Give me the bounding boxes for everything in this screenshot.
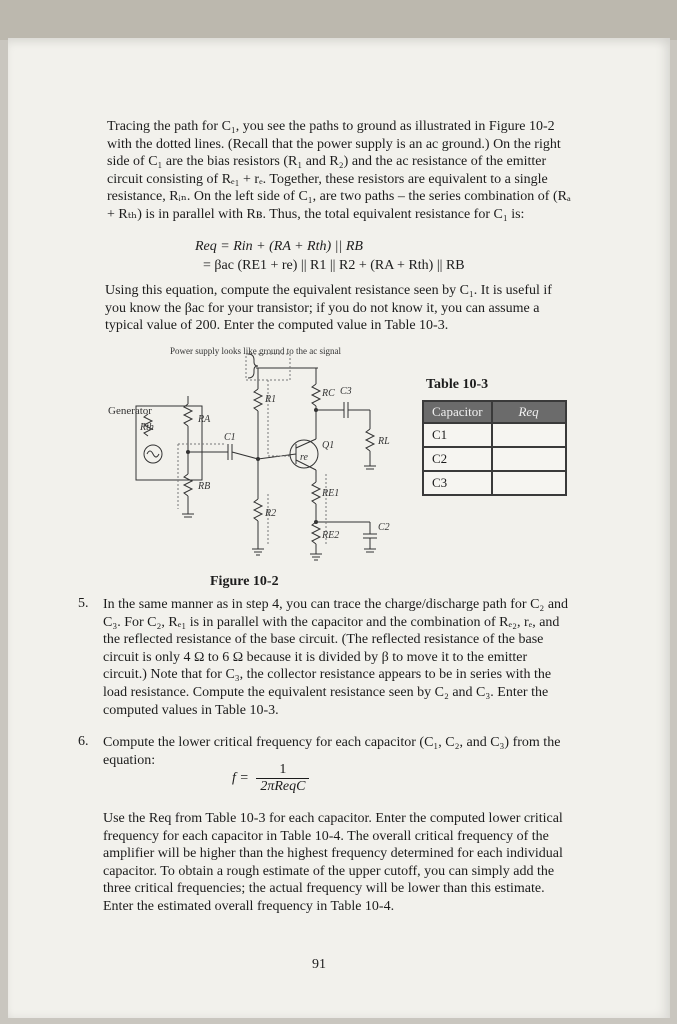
generator-label: Generator	[108, 405, 152, 417]
label-c1: C1	[224, 432, 236, 443]
step-6-text: Compute the lower critical frequency for each capacitor (C₁, C₂, and C₃) from the equation:	[103, 735, 561, 768]
table-header-capacitor: Capacitor	[423, 401, 492, 423]
label-rl: RL	[378, 436, 390, 447]
equation-req-line1: Req = Rin + (RA + Rth) || RB	[195, 239, 363, 254]
step-5-text: In the same manner as in step 4, you can trace the charge/discharge path for C₂ and C₃. For C₂, Rₑ₁ is in parallel with the capacitor and the combination of Rₑ₂, rₑ, and the reflected resistance of the base circuit. (The reflected resistance of the base circuit is only 4 Ω to 6 Ω because it is divided by β to move it to the emitter circuit.) Note that for C₃, the collector resistance appears to be in series with the load resistance. Compute the equivalent resistance seen by C₂ and C₃. Enter the computed values in Table 10-3.	[103, 597, 569, 718]
label-rc: RC	[322, 388, 335, 399]
table-row	[423, 423, 566, 447]
label-re: re	[300, 452, 308, 463]
label-q1: Q1	[322, 440, 335, 451]
formula-numerator: 1	[256, 762, 309, 779]
figure-caption: Figure 10-2	[210, 574, 279, 589]
table-cell-c3: C3	[423, 471, 492, 495]
table-cell-c2: C2	[423, 447, 492, 471]
step-6-number: 6.	[78, 734, 89, 749]
table-row	[423, 471, 566, 495]
label-re2: RE2	[322, 530, 340, 541]
table-header-req: Req	[492, 401, 566, 423]
equation-req-line2: = βac (RE1 + re) || R1 || R2 + (RA + Rth) || RB	[203, 258, 465, 273]
formula-lhs: f =	[232, 770, 249, 786]
figure-note	[170, 346, 341, 356]
page-number: 91	[312, 957, 326, 972]
label-ra: RA	[198, 414, 211, 425]
table-10-3	[422, 400, 567, 496]
formula-denominator: 2πReqC	[260, 779, 306, 794]
label-c3: C3	[340, 386, 352, 397]
label-c2: C2	[378, 522, 390, 533]
circuit-diagram	[108, 344, 408, 572]
label-re1: RE1	[322, 488, 340, 499]
table-cell-empty[interactable]	[492, 447, 566, 471]
step-5-number: 5.	[78, 596, 89, 611]
scan-background	[0, 0, 677, 40]
step-6-text-continued: Use the Req from Table 10-3 for each capacitor. Enter the computed lower critical frequency for each capacitor in Table 10-4. The overall critical frequency of the amplifier will be higher than the highest frequency determined for each individual capacitor. To obtain a rough estimate of the upper cutoff, you can simply add the three critical frequencies; the actual frequency will be lower than this estimate. Enter the estimated overall frequency in Table 10-4.	[103, 811, 563, 914]
label-rth: Rth	[140, 422, 154, 433]
formula-fraction	[256, 762, 309, 795]
label-r1: R1	[265, 394, 277, 405]
label-rb: RB	[198, 481, 211, 492]
table-cell-c1: C1	[423, 423, 492, 447]
table-title: Table 10-3	[426, 377, 489, 392]
paragraph-trace-c1: Tracing the path for C₁, you see the paths to ground as illustrated in Figure 10-2 with the dotted lines. (Recall that the power supply is an ac ground.) On the right side of C₁ are the bias resistors (R₁ and R₂) and the ac resistance of the emitter circuit consisting of Rₑ₁ + rₑ. Together, these resistors are equivalent to a single resistance, Rᵢₙ. On the left side of C₁, are two paths – the series combination of (Rₐ + Rₜₕ) is in parallel with Rʙ. Thus, the total equivalent resistance for C₁ is:	[107, 119, 571, 222]
cutoff-formula	[232, 762, 309, 795]
table-cell-empty[interactable]	[492, 471, 566, 495]
figure-note-text: Power supply looks like ground to the ac signal	[170, 346, 341, 356]
table-cell-empty[interactable]	[492, 423, 566, 447]
label-r2: R2	[265, 508, 277, 519]
paragraph-compute-req: Using this equation, compute the equivalent resistance seen by C₁. It is useful if you know the βac for your transistor; if you do not know it, you can assume a typical value of 200. Enter the computed value in Table 10-3.	[105, 283, 552, 334]
table-row	[423, 447, 566, 471]
